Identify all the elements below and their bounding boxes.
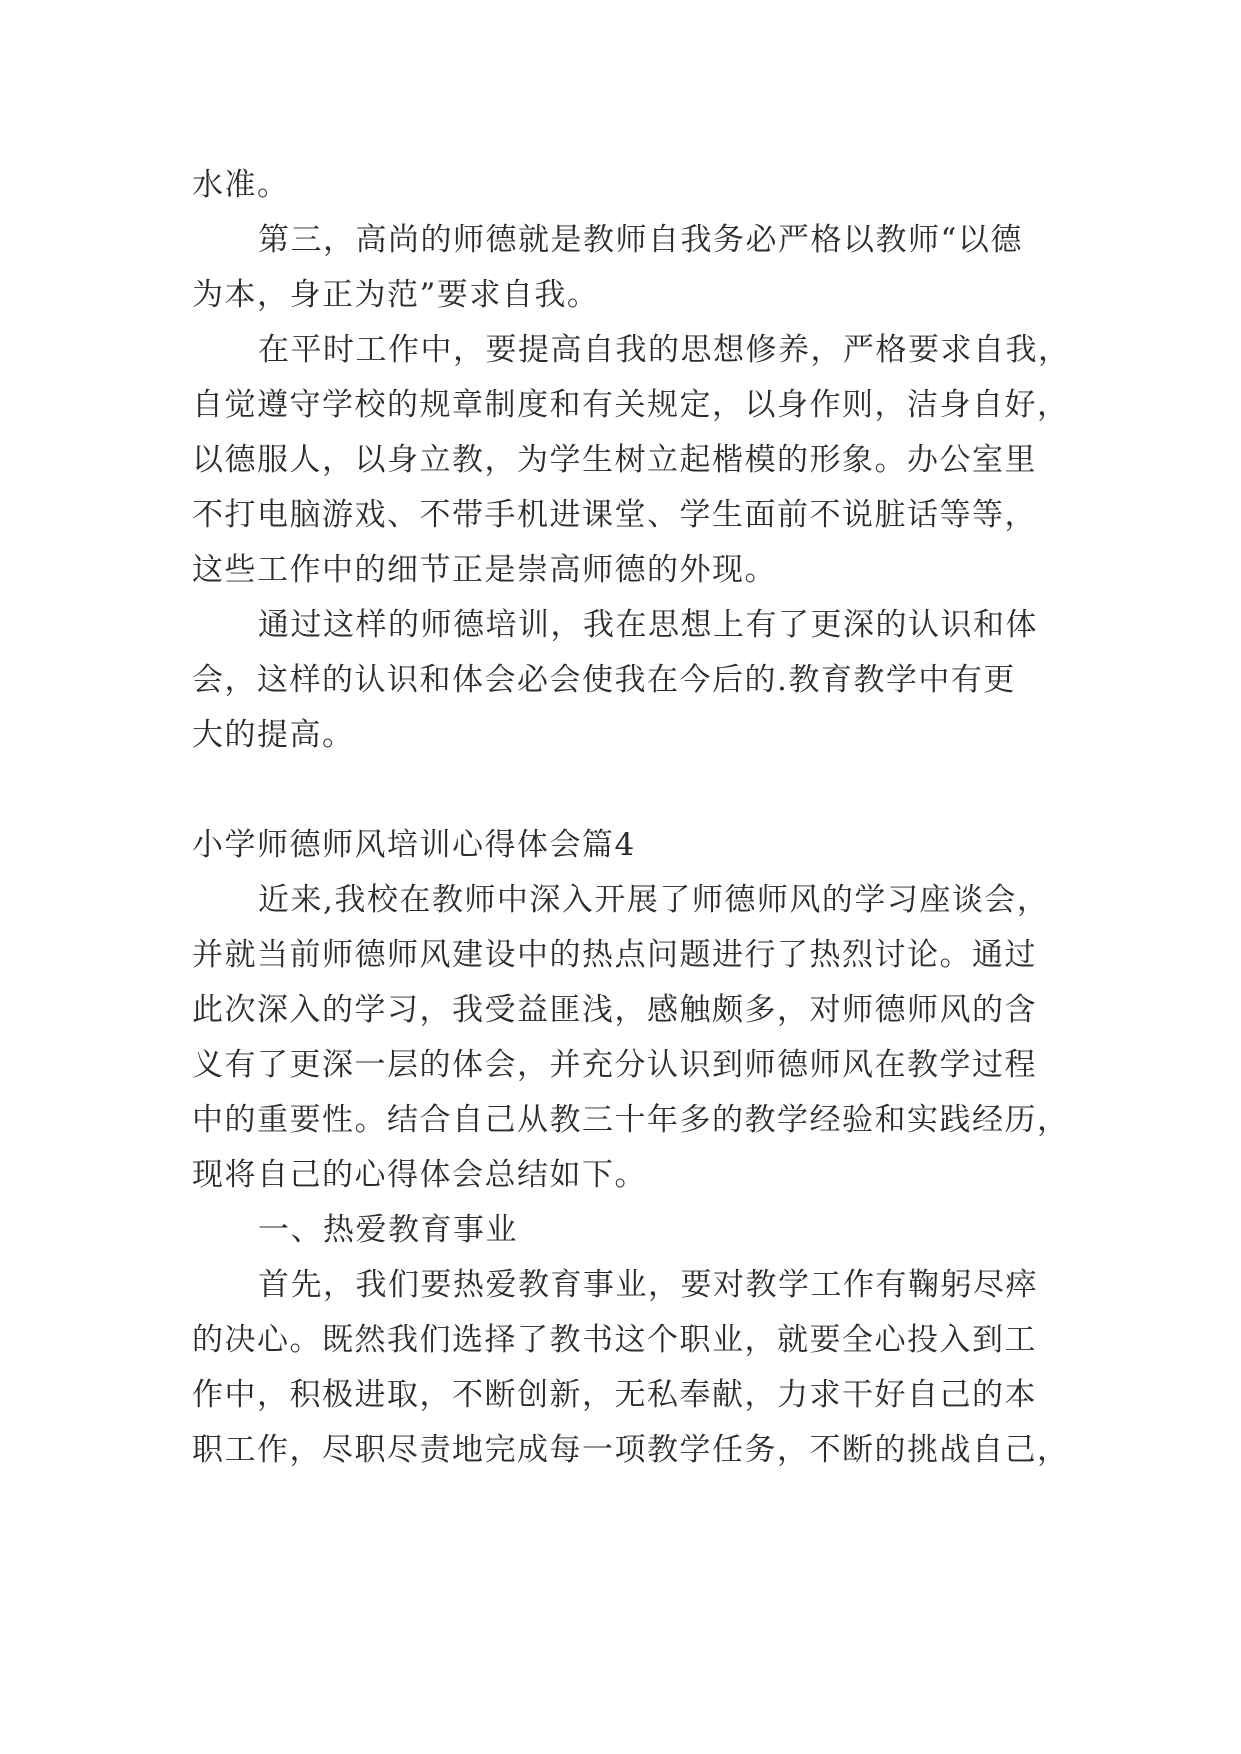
text-line: 会，这样的认识和体会必会使我在今后的.教育教学中有更: [192, 662, 1016, 698]
subheading: 一、热爱教育事业: [258, 1212, 518, 1248]
text-line: 在平时工作中，要提高自我的思想修养，严格要求自我，: [258, 332, 1071, 368]
text-line: 作中，积极进取，不断创新，无私奉献，力求干好自己的本: [192, 1377, 1037, 1413]
text-line: 以德服人，以身立教，为学生树立起楷模的形象。办公室里: [192, 442, 1037, 478]
text-line: 并就当前师德师风建设中的热点问题进行了热烈讨论。通过: [192, 937, 1037, 973]
section-gap: [192, 763, 1052, 818]
text-line: 的决心。既然我们选择了教书这个职业，就要全心投入到工: [192, 1322, 1037, 1358]
text-line: 职工作，尽职尽责地完成每一项教学任务，不断的挑战自己，: [192, 1432, 1070, 1468]
text-line: 为本，身正为范”要求自我。: [192, 277, 600, 313]
text-line: 自觉遵守学校的规章制度和有关规定，以身作则，洁身自好，: [192, 387, 1070, 423]
text-line: 水准。: [192, 167, 290, 203]
text-line: 近来,我校在教师中深入开展了师德师风的学习座谈会，: [258, 882, 1050, 918]
text-line: 通过这样的师德培训，我在思想上有了更深的认识和体: [258, 607, 1038, 643]
document-page: [192, 158, 1071, 1478]
text-line: 义有了更深一层的体会，并充分认识到师德师风在教学过程: [192, 1047, 1037, 1083]
text-line: 大的提高。: [192, 717, 355, 753]
section-heading: 小学师德师风培训心得体会篇4: [192, 827, 636, 863]
text-line: 这些工作中的细节正是崇高师德的外现。: [192, 552, 777, 588]
text-line: 中的重要性。结合自己从教三十年多的教学经验和实践经历，: [192, 1102, 1070, 1138]
text-line: 现将自己的心得体会总结如下。: [192, 1157, 647, 1193]
text-line: 第三，高尚的师德就是教师自我务必严格以教师“以德: [258, 222, 1023, 258]
text-line: 首先，我们要热爱教育事业，要对教学工作有鞠躬尽瘁: [258, 1267, 1038, 1303]
text-line: 此次深入的学习，我受益匪浅，感触颇多，对师德师风的含: [192, 992, 1037, 1028]
text-line: 不打电脑游戏、不带手机进课堂、学生面前不说脏话等等，: [192, 497, 1037, 533]
